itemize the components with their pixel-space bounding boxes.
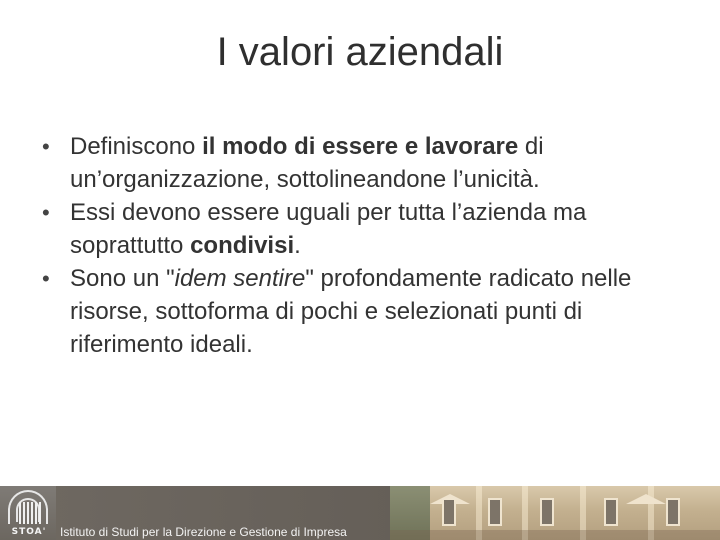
logo-column-icon [19,502,21,524]
bullet-text-1-part-2: il modo di essere e lavorare [202,133,519,160]
logo-column-icon [27,502,29,524]
bullet-text-2-part-2: condivisi [190,232,295,259]
building-window [604,498,618,526]
bullet-text-1-part-3: di un’organizzazione, sottolineandone l’unicità. [70,133,544,193]
building-pediment [626,492,666,504]
logo-text: STOA' [11,527,47,537]
logo-column-icon [39,502,41,524]
bullet-list [38,130,688,361]
stoa-logo [0,486,56,540]
bullet-dot-icon: • [42,134,50,159]
bullet-text-2-part-3: . [294,232,301,259]
bullet-dot-icon: • [42,266,50,291]
footer-caption: Istituto di Studi per la Direzione e Gestione di Impresa [60,525,347,539]
bullet-text-1-part-1: Definiscono [70,133,203,160]
building-window [442,498,456,526]
building-window [540,498,554,526]
building-window [488,498,502,526]
bullet-text-3-part-2: idem sentire [174,265,306,292]
bullet-dot-icon: • [42,200,50,225]
building-window [666,498,680,526]
bullet-text-3-part-3: " profondamente radicato nelle risorse, sottoforma di pochi e selezionati punti di riferimento ideali. [70,265,632,358]
slide-title: I valori aziendali [216,30,504,74]
logo-column-icon [35,502,37,524]
bullet-text-3-part-1: Sono un " [70,265,175,292]
footer-band [0,486,720,540]
building-shadow [390,530,720,540]
building-image [390,486,720,540]
bullet-item-1 [38,130,688,196]
logo-column-icon [23,502,25,524]
logo-column-icon [31,502,33,524]
bullet-item-2 [38,196,688,262]
bullet-text-2-part-1: Essi devono essere uguali per tutta l’azienda ma soprattutto [70,199,587,259]
bullet-item-3 [38,262,688,361]
